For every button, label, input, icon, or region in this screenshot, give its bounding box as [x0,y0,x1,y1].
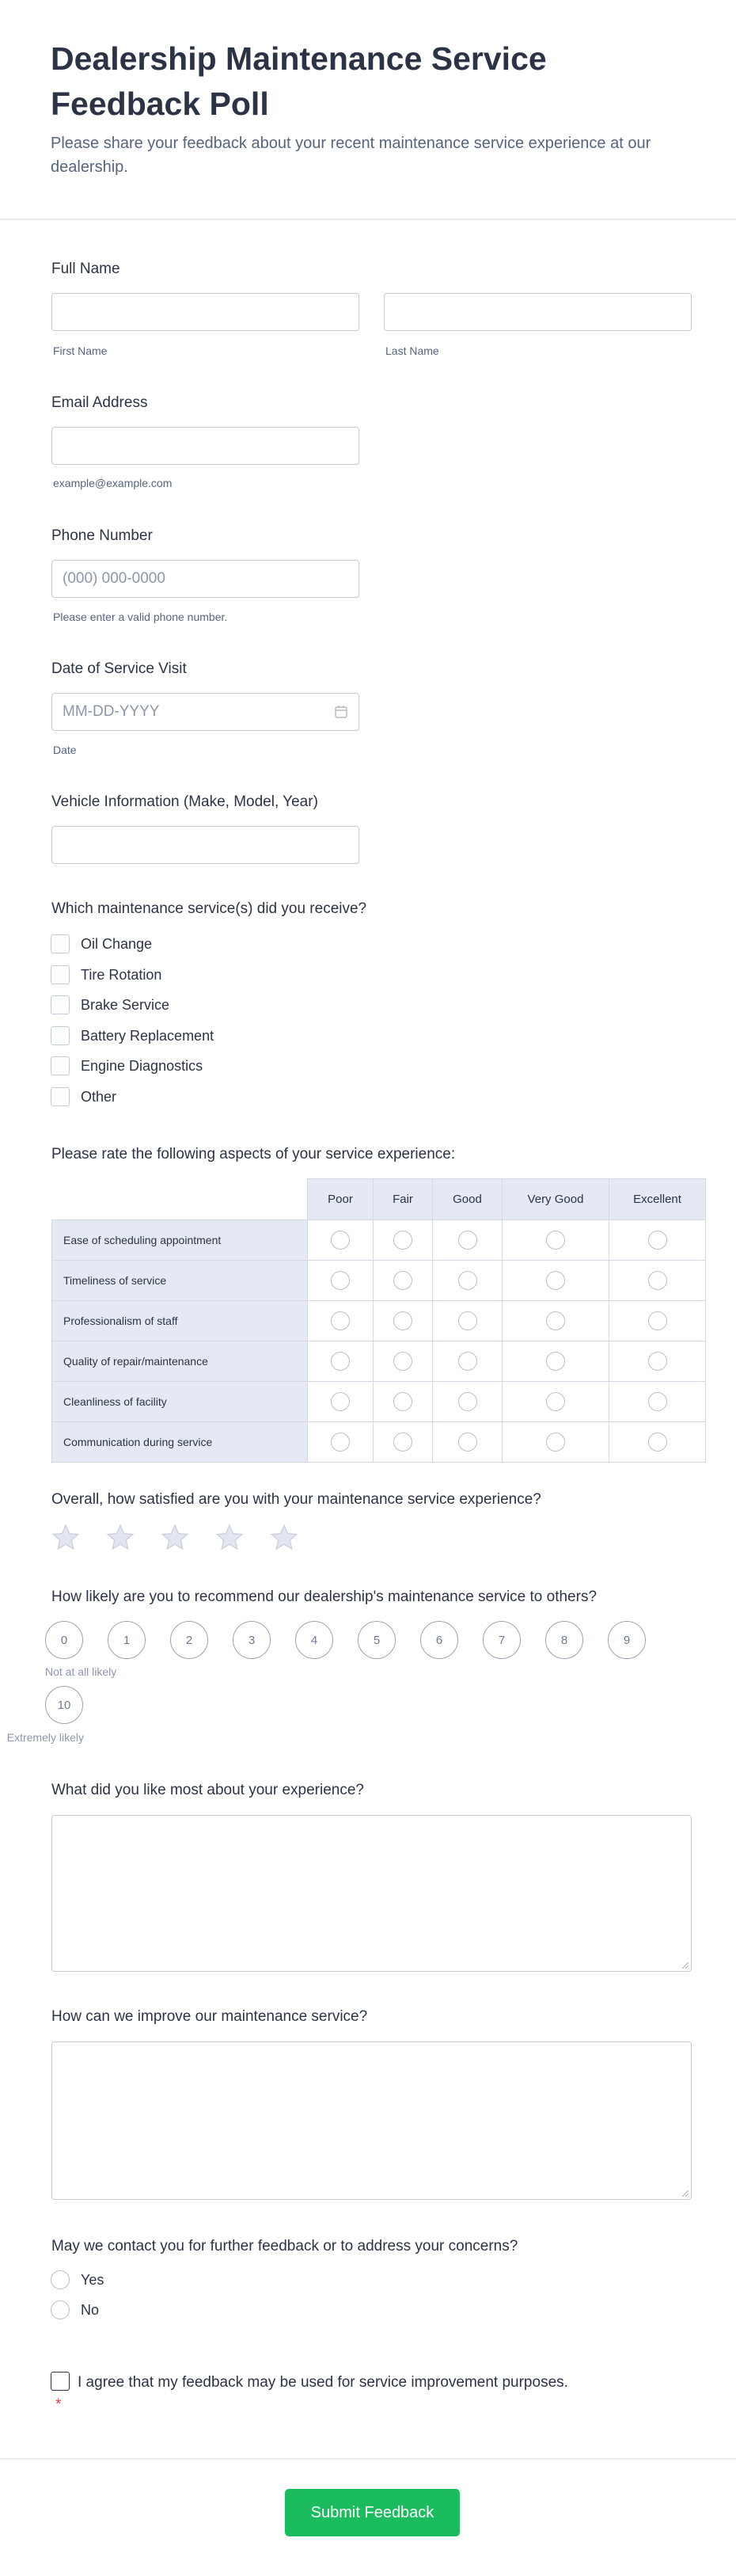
satisfaction-label: Overall, how satisfied are you with your maintenance service experience? [51,1491,541,1508]
matrix-radio[interactable] [393,1231,412,1250]
vehicle-input[interactable] [51,826,359,864]
matrix-radio[interactable] [648,1352,667,1371]
recommend-label: How likely are you to recommend our dealership's maintenance service to others? [51,1589,598,1605]
contact-label: May we contact you for further feedback or to address your concerns? [51,2238,518,2254]
matrix-radio[interactable] [458,1352,477,1371]
footer-divider [0,2458,736,2460]
matrix-cell[interactable] [374,1341,433,1382]
matrix-cell[interactable] [433,1220,503,1261]
matrix-cell[interactable] [609,1261,706,1301]
agree-checkbox[interactable] [51,2372,70,2391]
matrix-radio[interactable] [331,1231,350,1250]
matrix-radio[interactable] [331,1352,350,1371]
checkbox[interactable] [51,995,70,1014]
matrix-cell[interactable] [374,1382,433,1422]
service-option-tire-rotation[interactable]: Tire Rotation [51,965,161,985]
matrix-column-header: Excellent [609,1179,706,1220]
agree-field [51,2372,573,2416]
agree-label: I agree that my feedback may be used for service improvement purposes. [78,2374,568,2391]
email-label: Email Address [51,394,148,411]
contact-option-no[interactable]: No [51,2300,99,2320]
matrix-row [52,1382,706,1422]
resize-handle[interactable] [682,1962,689,1969]
matrix-row [52,1220,706,1261]
matrix-label: Please rate the following aspects of your service experience: [51,1146,456,1162]
matrix-cell[interactable] [503,1301,609,1341]
first-name-sublabel: First Name [53,344,108,357]
services-label: Which maintenance service(s) did you receive? [51,900,367,917]
matrix-cell[interactable] [609,1382,706,1422]
date-input[interactable] [51,693,359,731]
last-name-sublabel: Last Name [385,344,439,357]
date-helper: Date [53,744,77,756]
matrix-radio[interactable] [393,1352,412,1371]
matrix-radio[interactable] [648,1311,667,1330]
matrix-cell[interactable] [308,1261,374,1301]
matrix-cell[interactable] [609,1422,706,1463]
date-placeholder: MM-DD-YYYY [63,703,160,720]
liked-label: What did you like most about your experience? [51,1782,364,1798]
matrix-row-label: Cleanliness of facility [52,1382,308,1422]
matrix-cell[interactable] [308,1301,374,1341]
service-option-battery-replacement[interactable]: Battery Replacement [51,1025,214,1046]
resize-handle[interactable] [682,2190,689,2197]
phone-helper: Please enter a valid phone number. [53,611,228,623]
matrix-cell[interactable] [503,1341,609,1382]
email-input[interactable] [51,427,359,465]
improve-label: How can we improve our maintenance service? [51,2008,368,2025]
recommend-option-6[interactable]: 6 [420,1621,458,1659]
page-subtitle: Please share your feedback about your recent maintenance service experience at our dealership. [51,135,651,176]
recommend-option-7[interactable]: 7 [483,1621,521,1659]
star-icon[interactable] [51,1523,81,1557]
matrix-cell[interactable] [308,1422,374,1463]
matrix-radio[interactable] [458,1433,477,1452]
matrix-cell[interactable] [433,1382,503,1422]
required-asterisk: * [55,2396,62,2413]
matrix-radio[interactable] [393,1271,412,1290]
matrix-radio[interactable] [648,1231,667,1250]
matrix-corner [52,1179,308,1220]
matrix-row-label: Professionalism of staff [52,1301,308,1341]
matrix-row-label: Timeliness of service [52,1261,308,1301]
matrix-radio[interactable] [458,1231,477,1250]
page-title: Dealership Maintenance Service Feedback Poll [51,40,547,122]
matrix-cell[interactable] [609,1341,706,1382]
recommend-option-0[interactable]: 0 [45,1621,83,1659]
matrix-row-label: Ease of scheduling appointment [52,1220,308,1261]
service-option-other[interactable]: Other [51,1086,116,1107]
matrix-row [52,1301,706,1341]
phone-placeholder: (000) 000-0000 [63,570,165,587]
rating-matrix [51,1178,706,1463]
matrix-cell[interactable] [308,1382,374,1422]
matrix-radio[interactable] [393,1311,412,1330]
email-helper: example@example.com [53,477,173,489]
matrix-cell[interactable] [503,1220,609,1261]
star-icon[interactable] [105,1523,135,1557]
matrix-radio[interactable] [331,1271,350,1290]
matrix-radio[interactable] [393,1433,412,1452]
matrix-radio[interactable] [331,1392,350,1411]
checkbox[interactable] [51,1056,70,1075]
liked-textarea[interactable] [51,1815,692,1972]
service-option-engine-diagnostics[interactable]: Engine Diagnostics [51,1056,203,1076]
matrix-radio[interactable] [331,1433,350,1452]
checkbox[interactable] [51,1087,70,1106]
matrix-cell[interactable] [503,1422,609,1463]
service-option-brake-service[interactable]: Brake Service [51,995,169,1015]
recommend-option-8[interactable]: 8 [545,1621,583,1659]
recommend-option-9[interactable]: 9 [608,1621,646,1659]
matrix-radio[interactable] [648,1433,667,1452]
matrix-radio[interactable] [458,1311,477,1330]
star-rating [51,1523,299,1557]
matrix-cell[interactable] [374,1422,433,1463]
matrix-row [52,1261,706,1301]
contact-option-yes[interactable]: Yes [51,2270,104,2290]
matrix-cell[interactable] [433,1422,503,1463]
matrix-radio[interactable] [648,1392,667,1411]
matrix-row-label: Communication during service [52,1422,308,1463]
header-divider [0,219,736,220]
matrix-radio[interactable] [546,1352,565,1371]
recommend-scale [45,1621,678,1732]
matrix-cell[interactable] [503,1382,609,1422]
matrix-cell[interactable] [308,1220,374,1261]
matrix-column-header: Very Good [503,1179,609,1220]
phone-input[interactable] [51,560,359,598]
matrix-cell[interactable] [433,1261,503,1301]
matrix-radio[interactable] [648,1271,667,1290]
low-label: Not at all likely [45,1665,117,1678]
matrix-radio[interactable] [546,1271,565,1290]
matrix-row [52,1341,706,1382]
radio[interactable] [51,2300,70,2319]
matrix-column-header: Fair [374,1179,433,1220]
service-option-oil-change[interactable]: Oil Change [51,934,152,954]
star-icon[interactable] [160,1523,190,1557]
matrix-cell[interactable] [433,1301,503,1341]
matrix-radio[interactable] [458,1392,477,1411]
date-label: Date of Service Visit [51,660,187,677]
matrix-cell[interactable] [374,1261,433,1301]
matrix-column-header: Poor [308,1179,374,1220]
matrix-cell[interactable] [609,1220,706,1261]
star-icon[interactable] [214,1523,245,1557]
matrix-radio[interactable] [331,1311,350,1330]
recommend-option-4[interactable]: 4 [295,1621,333,1659]
recommend-option-1[interactable]: 1 [108,1621,146,1659]
last-name-input[interactable] [384,293,692,331]
recommend-option-10[interactable]: 10 [45,1686,83,1724]
recommend-option-5[interactable]: 5 [358,1621,396,1659]
calendar-icon[interactable] [334,705,348,719]
checkbox[interactable] [51,965,70,984]
matrix-radio[interactable] [393,1392,412,1411]
checkbox[interactable] [51,934,70,953]
checkbox[interactable] [51,1026,70,1045]
radio[interactable] [51,2270,70,2289]
matrix-cell[interactable] [503,1261,609,1301]
phone-label: Phone Number [51,527,153,544]
matrix-radio[interactable] [546,1311,565,1330]
matrix-row [52,1422,706,1463]
vehicle-label: Vehicle Information (Make, Model, Year) [51,793,318,810]
matrix-radio[interactable] [546,1433,565,1452]
submit-button[interactable]: Submit Feedback [285,2489,460,2536]
star-icon[interactable] [269,1523,299,1557]
recommend-option-2[interactable]: 2 [170,1621,208,1659]
matrix-cell[interactable] [609,1301,706,1341]
matrix-row-label: Quality of repair/maintenance [52,1341,308,1382]
matrix-column-header: Good [433,1179,503,1220]
recommend-option-3[interactable]: 3 [233,1621,271,1659]
matrix-cell[interactable] [433,1341,503,1382]
matrix-cell[interactable] [374,1301,433,1341]
improve-textarea[interactable] [51,2041,692,2200]
matrix-radio[interactable] [546,1392,565,1411]
first-name-input[interactable] [51,293,359,331]
full-name-label: Full Name [51,261,120,277]
matrix-radio[interactable] [546,1231,565,1250]
matrix-radio[interactable] [458,1271,477,1290]
high-label: Extremely likely [6,1731,84,1744]
matrix-cell[interactable] [374,1220,433,1261]
matrix-cell[interactable] [308,1341,374,1382]
